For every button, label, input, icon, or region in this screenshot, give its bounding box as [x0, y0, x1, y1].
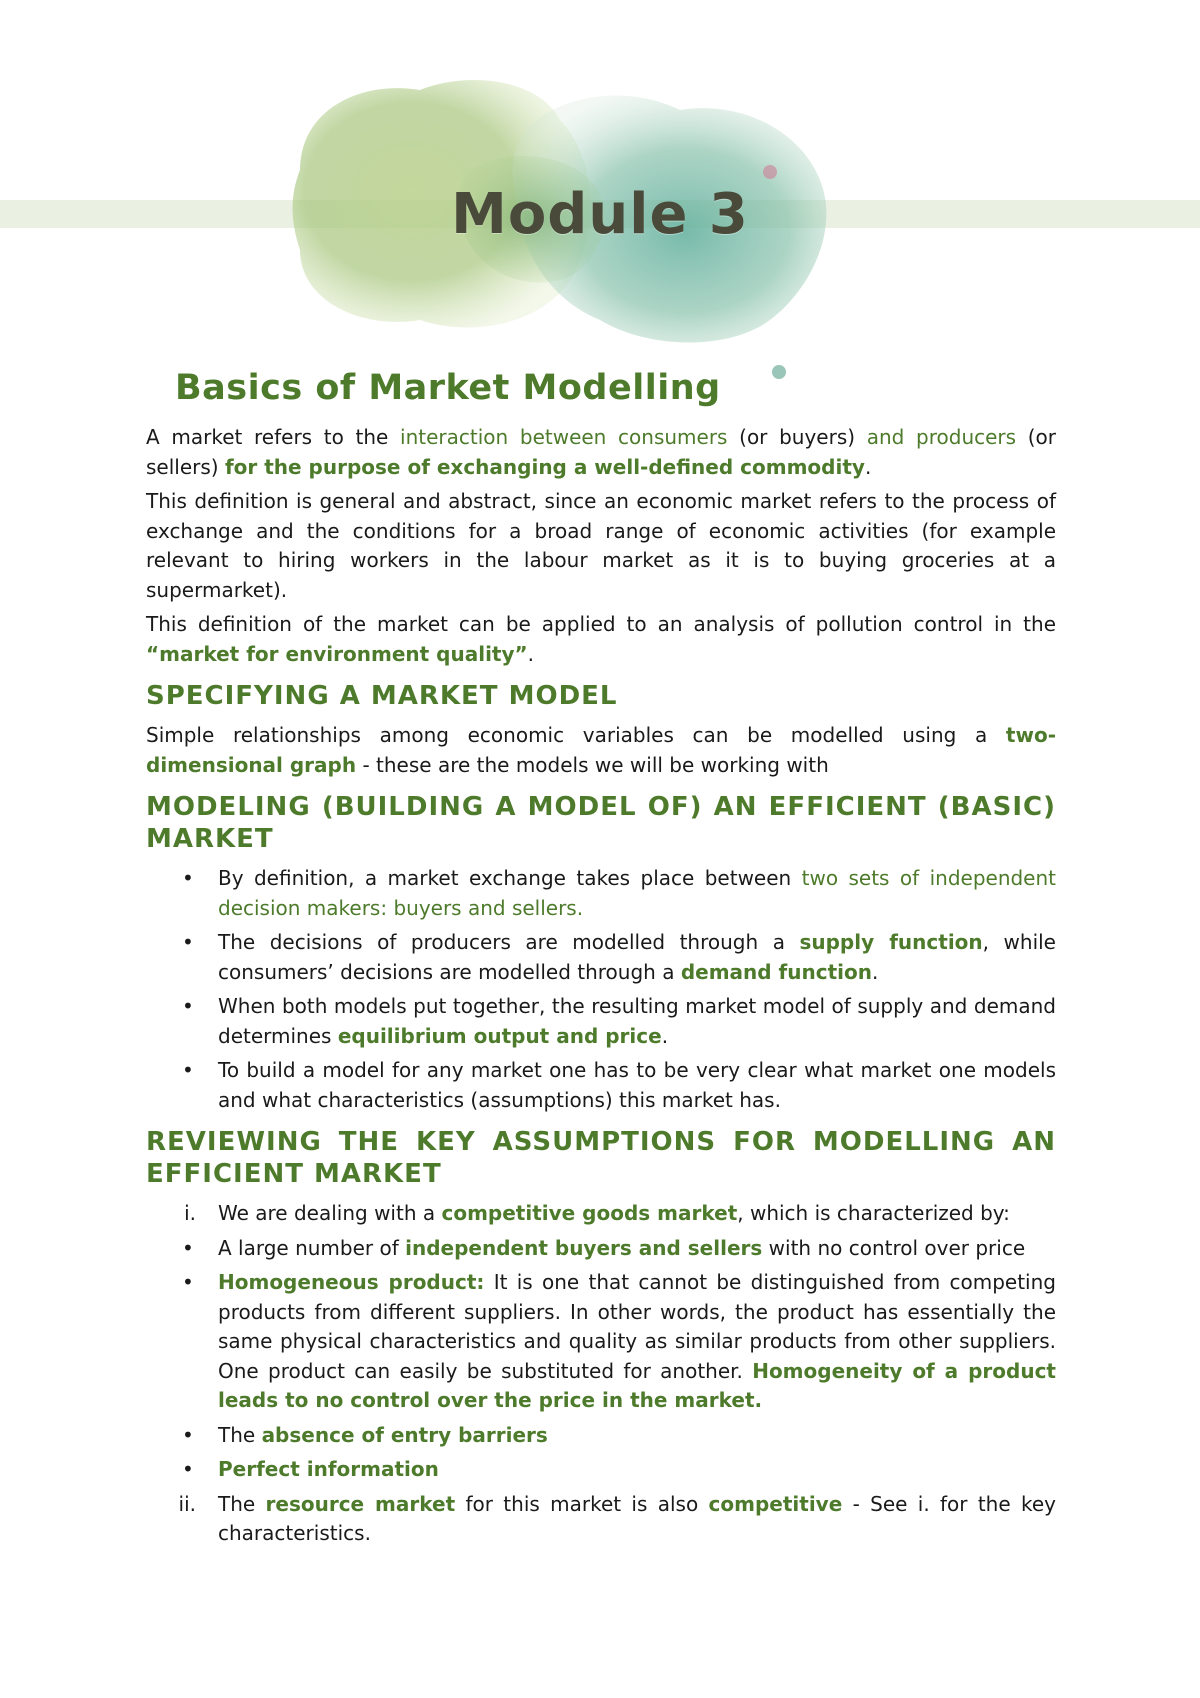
- text-run: with no control over price: [762, 1235, 1026, 1260]
- document-title: Basics of Market Modelling: [175, 368, 721, 408]
- document-body: [146, 423, 1056, 1554]
- bullet-icon: •: [182, 1058, 194, 1082]
- list-item: [146, 1490, 1056, 1549]
- highlight-buyers-sellers: independent buyers and sellers: [405, 1235, 763, 1260]
- list-item: [146, 928, 1056, 987]
- text-run: - these are the models we will be working with: [356, 752, 829, 777]
- text-run: A market refers to the: [146, 425, 401, 449]
- text-run: , while consumers’ decisions are modelled through a: [218, 930, 1056, 984]
- highlight-equilibrium: equilibrium output and price: [337, 1023, 662, 1048]
- bullet-icon: •: [182, 866, 194, 890]
- list-item: [146, 1268, 1056, 1416]
- text-run: - See i. for the key characteristics.: [218, 1491, 1056, 1545]
- highlight-competitive-goods: competitive goods market: [441, 1201, 738, 1225]
- highlight-entry-barriers: absence of entry barriers: [261, 1422, 548, 1447]
- text-run: To build a model for any market one has to be very clear what market one models and what characteristics (assumptions) this market has.: [218, 1058, 1056, 1112]
- intro-paragraph-3: [146, 610, 1056, 669]
- list-item: [146, 992, 1056, 1051]
- text-run: (or buyers): [727, 425, 867, 449]
- module-title: Module 3: [451, 182, 749, 247]
- modeling-bullet-list: [146, 864, 1056, 1115]
- text-run: .: [661, 1023, 669, 1048]
- bullet-icon: •: [182, 1457, 194, 1481]
- text-run: By definition, a market exchange takes place between: [218, 866, 802, 890]
- highlight-interaction: interaction between consumers: [400, 425, 728, 449]
- teal-dot: [772, 365, 786, 379]
- intro-paragraph-1: [146, 423, 1056, 482]
- list-item: [146, 1056, 1056, 1115]
- list-item: [146, 1199, 1056, 1229]
- text-run: .: [864, 454, 872, 479]
- highlight-supply-function: supply function: [799, 930, 983, 954]
- bullet-icon: •: [182, 994, 194, 1018]
- section-heading-specifying: SPECIFYING A MARKET MODEL: [146, 681, 618, 711]
- text-run: A large number of: [218, 1235, 406, 1260]
- text-run: , which is characterized by:: [737, 1201, 1010, 1225]
- header-banner: [0, 0, 1200, 400]
- highlight-homogeneity: Homogeneity of a product leads to no control over the price in the market.: [218, 1358, 1056, 1412]
- list-item: [146, 1234, 1056, 1264]
- section1-paragraph: [146, 721, 1056, 780]
- text-run: Simple relationships among economic variables can be modelled using a: [146, 723, 1006, 747]
- bullet-icon: •: [182, 1270, 194, 1294]
- highlight-competitive: competitive: [708, 1491, 843, 1516]
- highlight-purpose: for the purpose of exchanging a well-defined commodity: [224, 454, 865, 479]
- bullet-icon: •: [182, 930, 194, 954]
- highlight-resource-market: resource market: [265, 1491, 456, 1516]
- section-heading-modeling: MODELING (BUILDING A MODEL OF) AN EFFICIENT (BASIC) MARKET: [146, 792, 1056, 854]
- assumptions-list: [146, 1199, 1056, 1549]
- text-run: .: [527, 641, 535, 666]
- bullet-icon: •: [182, 1235, 194, 1260]
- list-item: [146, 1455, 1056, 1485]
- list-number: i.: [184, 1201, 196, 1225]
- highlight-market-quality: “market for environment quality”: [146, 641, 528, 666]
- text-run: When both models put together, the resulting market model of supply and demand determines: [218, 994, 1056, 1048]
- text-run: for this market is also: [455, 1491, 709, 1516]
- section-heading-assumptions: REVIEWING THE KEY ASSUMPTIONS FOR MODELLING AN EFFICIENT MARKET: [146, 1127, 1056, 1189]
- pink-dot: [763, 165, 777, 179]
- highlight-demand-function: demand function: [680, 959, 872, 984]
- list-item: [146, 864, 1056, 923]
- bullet-icon: •: [182, 1422, 194, 1447]
- list-number: ii.: [178, 1491, 196, 1516]
- text-run: This definition of the market can be applied to an analysis of pollution control in the: [146, 612, 1056, 636]
- highlight-perfect-information: Perfect information: [218, 1457, 439, 1481]
- highlight-decision-makers: two sets of independent decision makers: buyers and sellers.: [218, 866, 1057, 920]
- text-run: It is one that cannot be distinguished from competing products from different suppliers. In other words, the product has essentially the same physical characteristics and quality as similar products from other suppliers. One product can easily be substituted for another.: [218, 1270, 1056, 1383]
- highlight-homogeneous: Homogeneous product:: [218, 1270, 485, 1294]
- list-item: [146, 1421, 1056, 1451]
- text-run: The: [218, 1491, 266, 1516]
- text-run: .: [871, 959, 879, 984]
- highlight-producers: and producers: [866, 425, 1017, 449]
- text-run: (or sellers): [146, 425, 1057, 479]
- text-run: The decisions of producers are modelled through a: [218, 930, 800, 954]
- text-run: The: [218, 1422, 262, 1447]
- highlight-graph: two-dimensional graph: [146, 723, 1056, 777]
- text-run: We are dealing with a: [218, 1201, 442, 1225]
- intro-paragraph-2: This definition is general and abstract, since an economic market refers to the process of exchange and the conditions for a broad range of economic activities (for example relevant to hiring workers in the labour market as it is to buying groceries at a supermarket).: [146, 489, 1056, 602]
